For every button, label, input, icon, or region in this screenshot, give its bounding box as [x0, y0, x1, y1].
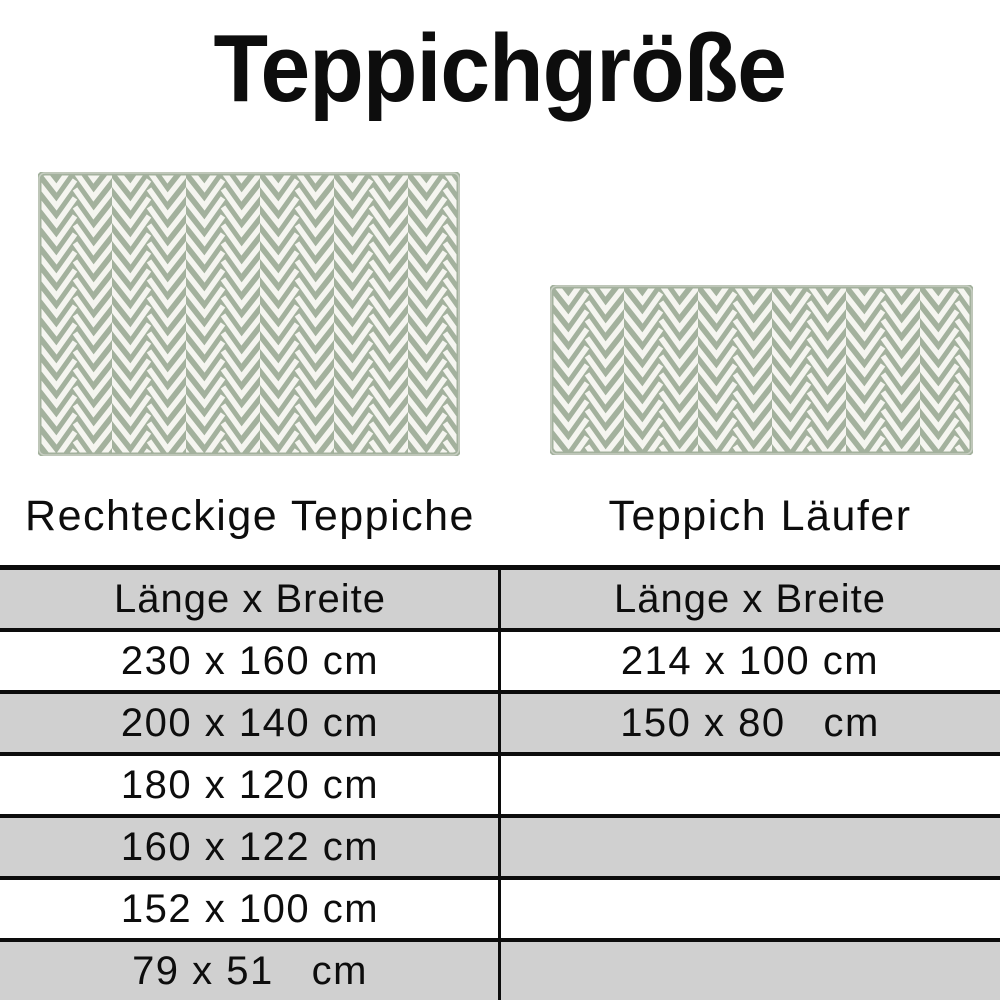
chevron-rug-icon	[38, 172, 460, 456]
size-cell	[500, 942, 1000, 1000]
size-cell	[500, 818, 1000, 876]
chevron-runner-icon	[550, 285, 973, 455]
column-divider	[498, 570, 501, 1000]
page-title	[0, 8, 1000, 138]
size-cell: 214 x 100 cm	[620, 638, 880, 683]
page-title-text: Teppichgröße	[213, 15, 787, 122]
runner-rug-image	[550, 285, 973, 455]
rectangular-rug-image	[38, 172, 460, 456]
size-cell: 160 x 122 cm	[120, 824, 380, 869]
size-table	[0, 565, 1000, 1000]
size-cell: 79 x 51 cm	[132, 948, 368, 993]
size-cell: 152 x 100 cm	[120, 886, 380, 931]
size-cell: 200 x 140 cm	[120, 700, 380, 745]
column-header-runner: Länge x Breite	[614, 576, 886, 621]
size-cell: 230 x 160 cm	[120, 638, 380, 683]
column-header-rectangular: Länge x Breite	[114, 576, 386, 621]
size-cell	[500, 756, 1000, 814]
size-cell	[500, 880, 1000, 938]
rectangular-rugs-label: Rechteckige Teppiche	[25, 492, 475, 540]
runner-rugs-label: Teppich Läufer	[608, 492, 912, 540]
size-cell: 150 x 80 cm	[620, 700, 880, 745]
size-cell: 180 x 120 cm	[120, 762, 380, 807]
